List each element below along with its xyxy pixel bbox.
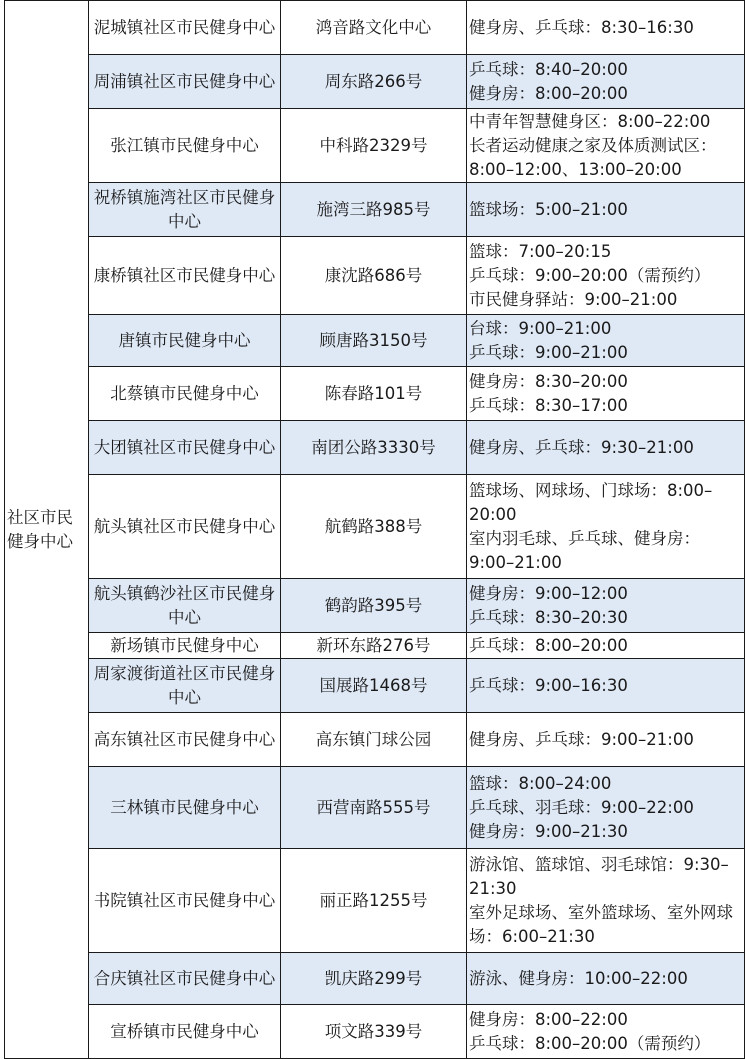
address-cell: 新环东路276号	[281, 633, 467, 659]
table-row	[5, 1, 745, 55]
fitness-center-table	[4, 0, 745, 1059]
table-row	[5, 1005, 745, 1059]
opening-hours-cell: 乒乓球：8:40–20:00 健身房：8:00–20:00	[467, 55, 745, 109]
table-row	[5, 579, 745, 633]
opening-hours-cell: 篮球：8:00–24:00 乒乓球、羽毛球：9:00–22:00 健身房：9:00–21:30	[467, 767, 745, 849]
table-row	[5, 659, 745, 713]
address-cell: 康沈路686号	[281, 237, 467, 315]
table-row	[5, 849, 745, 953]
opening-hours-cell: 健身房、乒乓球：9:00–21:00	[467, 713, 745, 767]
address-cell: 南团公路3330号	[281, 421, 467, 475]
center-name-cell: 张江镇市民健身中心	[89, 109, 281, 183]
table-row	[5, 767, 745, 849]
address-cell: 丽正路1255号	[281, 849, 467, 953]
center-name-cell: 新场镇市民健身中心	[89, 633, 281, 659]
table-row	[5, 237, 745, 315]
center-name-cell: 康桥镇社区市民健身中心	[89, 237, 281, 315]
opening-hours-cell: 篮球场、网球场、门球场：8:00–20:00 室内羽毛球、乒乓球、健身房：9:00–21:00	[467, 475, 745, 579]
address-cell: 国展路1468号	[281, 659, 467, 713]
center-name-cell: 泥城镇社区市民健身中心	[89, 1, 281, 55]
address-cell: 中科路2329号	[281, 109, 467, 183]
table-row	[5, 183, 745, 237]
opening-hours-cell: 健身房、乒乓球：9:30–21:00	[467, 421, 745, 475]
center-name-cell: 航头镇鹤沙社区市民健身中心	[89, 579, 281, 633]
table-row	[5, 421, 745, 475]
address-cell: 西营南路555号	[281, 767, 467, 849]
center-name-cell: 大团镇社区市民健身中心	[89, 421, 281, 475]
opening-hours-cell: 篮球：7:00–20:15 乒乓球：9:00–20:00（需预约） 市民健身驿站：9:00–21:00	[467, 237, 745, 315]
address-cell: 航鹤路388号	[281, 475, 467, 579]
center-name-cell: 高东镇社区市民健身中心	[89, 713, 281, 767]
address-cell: 高东镇门球公园	[281, 713, 467, 767]
opening-hours-cell: 健身房：9:00–12:00 乒乓球：8:30–20:30	[467, 579, 745, 633]
table-row	[5, 953, 745, 1005]
address-cell: 凯庆路299号	[281, 953, 467, 1005]
opening-hours-cell: 乒乓球：8:00–20:00	[467, 633, 745, 659]
address-cell: 施湾三路985号	[281, 183, 467, 237]
center-name-cell: 航头镇社区市民健身中心	[89, 475, 281, 579]
table-body	[5, 1, 745, 1059]
opening-hours-cell: 游泳馆、篮球馆、羽毛球馆：9:30–21:30 室外足球场、室外篮球场、室外网球场：6:00–21:30	[467, 849, 745, 953]
address-cell: 陈春路101号	[281, 367, 467, 421]
opening-hours-cell: 乒乓球：9:00–16:30	[467, 659, 745, 713]
table-row	[5, 633, 745, 659]
opening-hours-cell: 健身房：8:30–20:00 乒乓球：8:30–17:00	[467, 367, 745, 421]
address-cell: 顾唐路3150号	[281, 315, 467, 367]
table-row	[5, 315, 745, 367]
address-cell: 项文路339号	[281, 1005, 467, 1059]
center-name-cell: 合庆镇社区市民健身中心	[89, 953, 281, 1005]
center-name-cell: 书院镇社区市民健身中心	[89, 849, 281, 953]
table-row	[5, 713, 745, 767]
center-name-cell: 周浦镇社区市民健身中心	[89, 55, 281, 109]
center-name-cell: 三林镇市民健身中心	[89, 767, 281, 849]
opening-hours-cell: 游泳、健身房：10:00–22:00	[467, 953, 745, 1005]
opening-hours-cell: 台球：9:00–21:00 乒乓球：9:00–21:00	[467, 315, 745, 367]
center-name-cell: 唐镇市民健身中心	[89, 315, 281, 367]
category-cell: 社区市民健身中心	[5, 1, 89, 1059]
center-name-cell: 宣桥镇市民健身中心	[89, 1005, 281, 1059]
center-name-cell: 北蔡镇市民健身中心	[89, 367, 281, 421]
center-name-cell: 祝桥镇施湾社区市民健身中心	[89, 183, 281, 237]
opening-hours-cell: 健身房：8:00–22:00 乒乓球：8:00–20:00（需预约）	[467, 1005, 745, 1059]
opening-hours-cell: 中青年智慧健身区：8:00–22:00 长者运动健康之家及体质测试区：8:00–12:00、13:00–20:00	[467, 109, 745, 183]
table-row	[5, 367, 745, 421]
opening-hours-cell: 健身房、乒乓球：8:30–16:30	[467, 1, 745, 55]
opening-hours-cell: 篮球场：5:00–21:00	[467, 183, 745, 237]
address-cell: 周东路266号	[281, 55, 467, 109]
address-cell: 鹤韵路395号	[281, 579, 467, 633]
center-name-cell: 周家渡街道社区市民健身中心	[89, 659, 281, 713]
table-row	[5, 109, 745, 183]
table-row	[5, 55, 745, 109]
table-row	[5, 475, 745, 579]
address-cell: 鸿音路文化中心	[281, 1, 467, 55]
